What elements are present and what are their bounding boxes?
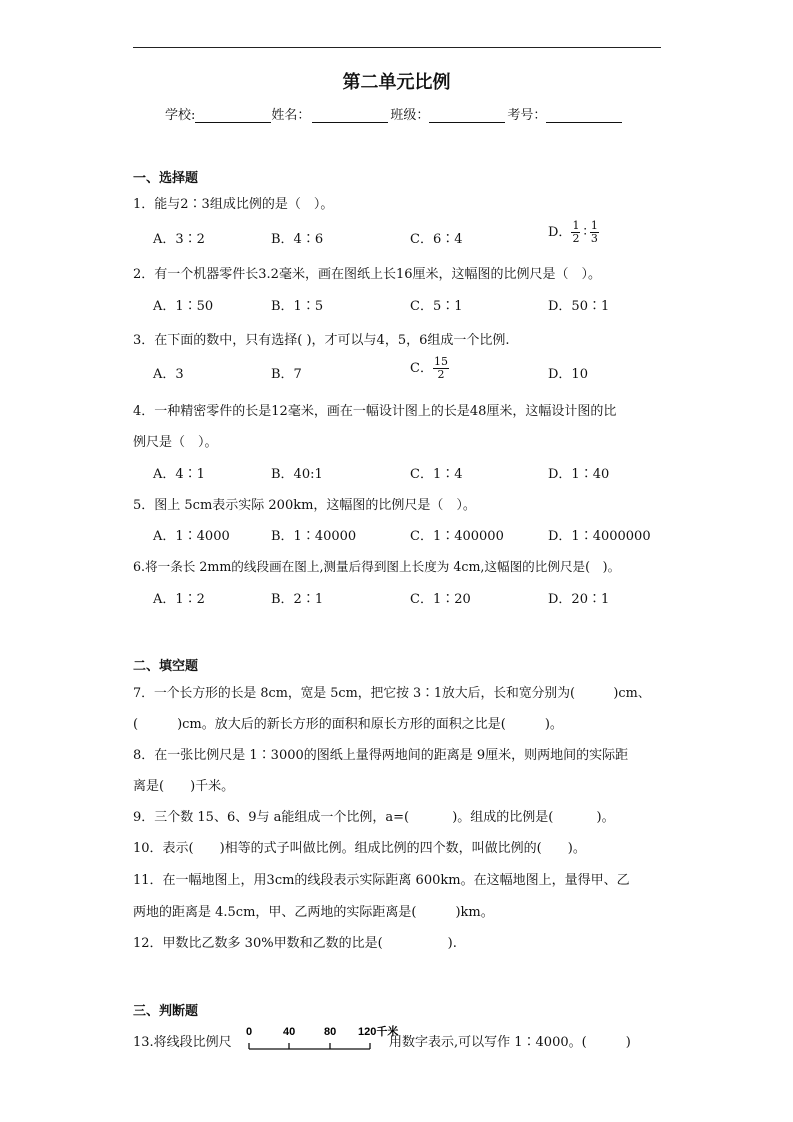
- scale-label: 80: [324, 1026, 337, 1038]
- question-13-prefix: 13.将线段比例尺: [133, 1035, 232, 1050]
- fraction-denominator: 3: [590, 232, 598, 245]
- fraction-denominator: 2: [437, 368, 445, 381]
- page-title: 第二单元比例: [342, 72, 451, 93]
- question-8-line-1: 8．在一张比例尺是 1∶3000的图纸上量得两地间的距离是 9厘米，则两地间的实际距: [133, 748, 629, 763]
- option-d[interactable]: D．50∶1: [548, 299, 610, 314]
- option-a[interactable]: A．1∶50: [153, 299, 214, 314]
- class-label: 班级：: [390, 108, 430, 123]
- question-4-line-2: 例尺是（ ）。: [133, 435, 218, 450]
- option-a[interactable]: A．1∶4000: [153, 529, 230, 544]
- fraction-numerator: 1: [572, 219, 580, 232]
- option-d[interactable]: D．20∶1: [548, 592, 610, 607]
- exam-no-label: 考号：: [507, 108, 547, 123]
- option-d[interactable]: D．1∶4000000: [548, 529, 651, 544]
- option-b[interactable]: B．4∶6: [271, 232, 324, 247]
- school-label: 学校:: [165, 108, 196, 123]
- question-8-line-2: 离是( )千米。: [133, 779, 235, 794]
- name-label: 姓名：: [271, 108, 311, 123]
- scale-bar-figure: [246, 1024, 399, 1054]
- question-9: 9．三个数 15、6、9与 a能组成一个比例，a=( )。组成的比例是( )。: [133, 810, 615, 825]
- option-b[interactable]: B．2∶1: [271, 592, 324, 607]
- question-1: 1．能与2∶3组成比例的是（ ）。: [133, 197, 334, 212]
- option-b[interactable]: B．1∶40000: [271, 529, 357, 544]
- scale-label: 0: [246, 1026, 253, 1038]
- option-b[interactable]: B．40:1: [271, 467, 323, 482]
- class-blank[interactable]: [429, 108, 505, 123]
- question-13-suffix: 用数字表示,可以写作 1∶4000。( ): [389, 1035, 631, 1050]
- option-d-prefix: D．: [548, 225, 572, 240]
- question-4-line-1: 4．一种精密零件的长是12毫米，画在一幅设计图上的长是48厘米，这幅设计图的比: [133, 404, 617, 419]
- option-b[interactable]: B．7: [271, 367, 302, 382]
- scale-label: 120千米: [358, 1026, 399, 1038]
- exam-no-blank[interactable]: [546, 108, 622, 123]
- option-d[interactable]: D．1∶40: [548, 467, 610, 482]
- fraction-numerator: 1: [590, 219, 598, 232]
- name-blank[interactable]: [312, 108, 388, 123]
- option-a[interactable]: A．4∶1: [153, 467, 205, 482]
- question-6: 6.将一条长 2mm的线段画在图上,测量后得到图上长度为 4cm,这幅图的比例尺是( )。: [133, 559, 621, 574]
- question-11-line-1: 11．在一幅地图上，用3cm的线段表示实际距离 600km。在这幅地图上，量得甲、乙: [133, 873, 630, 888]
- question-3: 3．在下面的数中，只有选择( )，才可以与4，5，6组成一个比例.: [133, 333, 510, 348]
- fraction-denominator: 2: [572, 232, 580, 245]
- option-c-prefix: C．: [410, 361, 433, 376]
- fraction: [590, 220, 599, 245]
- scale-label: 40: [283, 1026, 296, 1038]
- fraction-numerator: 15: [433, 355, 448, 368]
- fraction: [571, 220, 580, 245]
- school-blank[interactable]: [195, 108, 271, 123]
- fraction: [433, 356, 449, 381]
- option-d[interactable]: [548, 220, 599, 245]
- option-b[interactable]: B．1∶5: [271, 299, 324, 314]
- option-a[interactable]: A．3∶2: [153, 232, 205, 247]
- section-heading: 二、填空题: [133, 659, 199, 674]
- option-a[interactable]: A．3: [153, 367, 184, 382]
- question-11-line-2: 两地的距离是 4.5cm，甲、乙两地的实际距离是( )km。: [133, 905, 494, 920]
- option-c[interactable]: C．1∶20: [410, 592, 471, 607]
- student-info-line: [165, 104, 622, 123]
- option-c[interactable]: C．5∶1: [410, 299, 463, 314]
- option-c[interactable]: C．6∶4: [410, 232, 463, 247]
- question-2: 2．有一个机器零件长3.2毫米，画在图纸上长16厘米，这幅图的比例尺是（ ）。: [133, 267, 601, 282]
- question-7-line-1: 7．一个长方形的长是 8cm，宽是 5cm，把它按 3∶1放大后，长和宽分别为( )cm、: [133, 686, 651, 701]
- option-c[interactable]: C．1∶400000: [410, 529, 504, 544]
- section-heading: 三、判断题: [133, 1004, 199, 1019]
- option-a[interactable]: A．1∶2: [153, 592, 205, 607]
- question-12: 12．甲数比乙数多 30%甲数和乙数的比是( ).: [133, 936, 457, 951]
- section-heading: 一、选择题: [133, 171, 199, 186]
- option-c[interactable]: [410, 356, 449, 381]
- question-10: 10．表示( )相等的式子叫做比例。组成比例的四个数，叫做比例的( )。: [133, 841, 586, 856]
- question-5: 5．图上 5cm表示实际 200km，这幅图的比例尺是（ ）。: [133, 498, 476, 513]
- option-d[interactable]: D．10: [548, 367, 588, 382]
- ratio-colon: ∶: [583, 225, 587, 240]
- question-7-line-2: ( )cm。放大后的新长方形的面积和原长方形的面积之比是( )。: [133, 717, 563, 732]
- option-c[interactable]: C．1∶4: [410, 467, 463, 482]
- header-rule: [133, 47, 661, 48]
